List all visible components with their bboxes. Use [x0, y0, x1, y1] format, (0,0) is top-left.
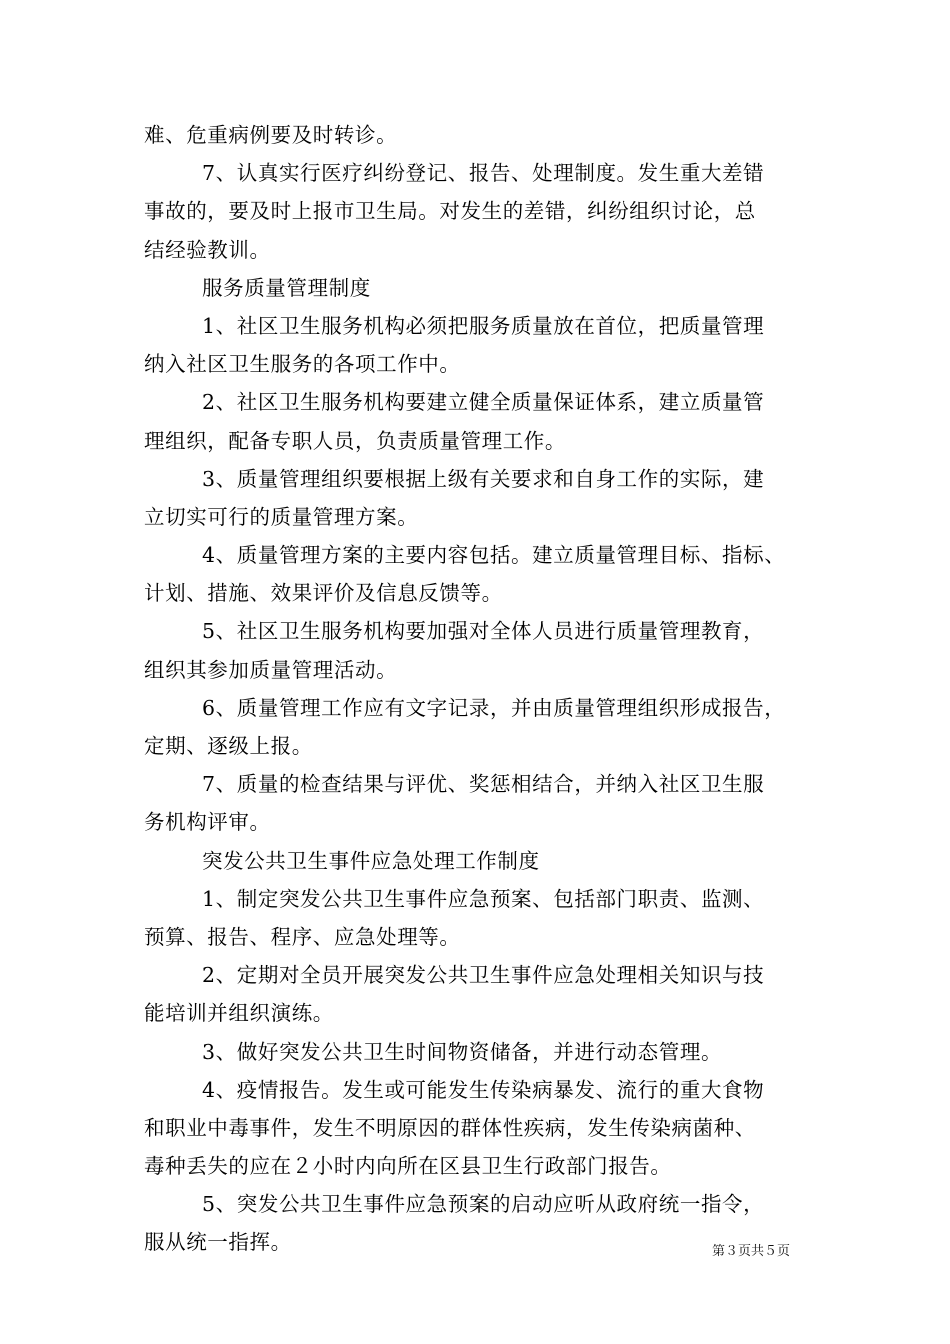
text-line: 2、社区卫生服务机构要建立健全质量保证体系，建立质量管 — [202, 390, 765, 415]
body-text — [144, 116, 814, 1262]
text-line: 5、突发公共卫生事件应急预案的启动应听从政府统一指令， — [202, 1192, 765, 1217]
text-line: 纳入社区卫生服务的各项工作中。 — [144, 352, 461, 377]
text-line: 3、做好突发公共卫生时间物资储备，并进行动态管理。 — [202, 1039, 723, 1064]
text-line: 1、制定突发公共卫生事件应急预案、包括部门职责、监测、 — [202, 886, 765, 911]
text-line: 4、疫情报告。发生或可能发生传染病暴发、流行的重大食物 — [202, 1077, 765, 1102]
section-heading-service-quality: 服务质量管理制度 — [202, 275, 371, 300]
text-line: 能培训并组织演练。 — [144, 1001, 334, 1026]
text-line: 组织其参加质量管理活动。 — [144, 657, 398, 682]
text-line: 6、质量管理工作应有文字记录，并由质量管理组织形成报告， — [202, 695, 786, 720]
text-line: 理组织，配备专职人员，负责质量管理工作。 — [144, 428, 566, 453]
text-line: 计划、措施、效果评价及信息反馈等。 — [144, 581, 503, 606]
text-line: 结经验教训。 — [144, 237, 271, 262]
text-line: 5、社区卫生服务机构要加强对全体人员进行质量管理教育， — [202, 619, 765, 644]
text-line: 立切实可行的质量管理方案。 — [144, 504, 419, 529]
text-line: 4、质量管理方案的主要内容包括。建立质量管理目标、指标、 — [202, 543, 786, 568]
text-line: 事故的，要及时上报市卫生局。对发生的差错，纠纷组织讨论，总 — [144, 199, 756, 224]
text-line: 和职业中毒事件，发生不明原因的群体性疾病，发生传染病菌种、 — [144, 1115, 756, 1140]
text-line: 3、质量管理组织要根据上级有关要求和自身工作的实际，建 — [202, 466, 765, 491]
text-line: 预算、报告、程序、应急处理等。 — [144, 924, 461, 949]
text-line: 难、危重病例要及时转诊。 — [144, 123, 398, 147]
text-line: 毒种丢失的应在２小时内向所在区县卫生行政部门报告。 — [144, 1154, 672, 1179]
text-line: 7、质量的检查结果与评优、奖惩相结合，并纳入社区卫生服 — [202, 772, 765, 797]
page-number-footer: 第３页共５页 — [712, 1244, 791, 1259]
text-line: 定期、逐级上报。 — [144, 734, 313, 758]
section-heading-emergency: 突发公共卫生事件应急处理工作制度 — [202, 848, 540, 873]
text-line: 2、定期对全员开展突发公共卫生事件应急处理相关知识与技 — [202, 963, 765, 988]
text-line: 1、社区卫生服务机构必须把服务质量放在首位，把质量管理 — [202, 313, 765, 338]
text-line: 7、认真实行医疗纠纷登记、报告、处理制度。发生重大差错 — [202, 161, 765, 186]
text-line: 服从统一指挥。 — [144, 1230, 292, 1255]
text-line: 务机构评审。 — [144, 810, 271, 835]
